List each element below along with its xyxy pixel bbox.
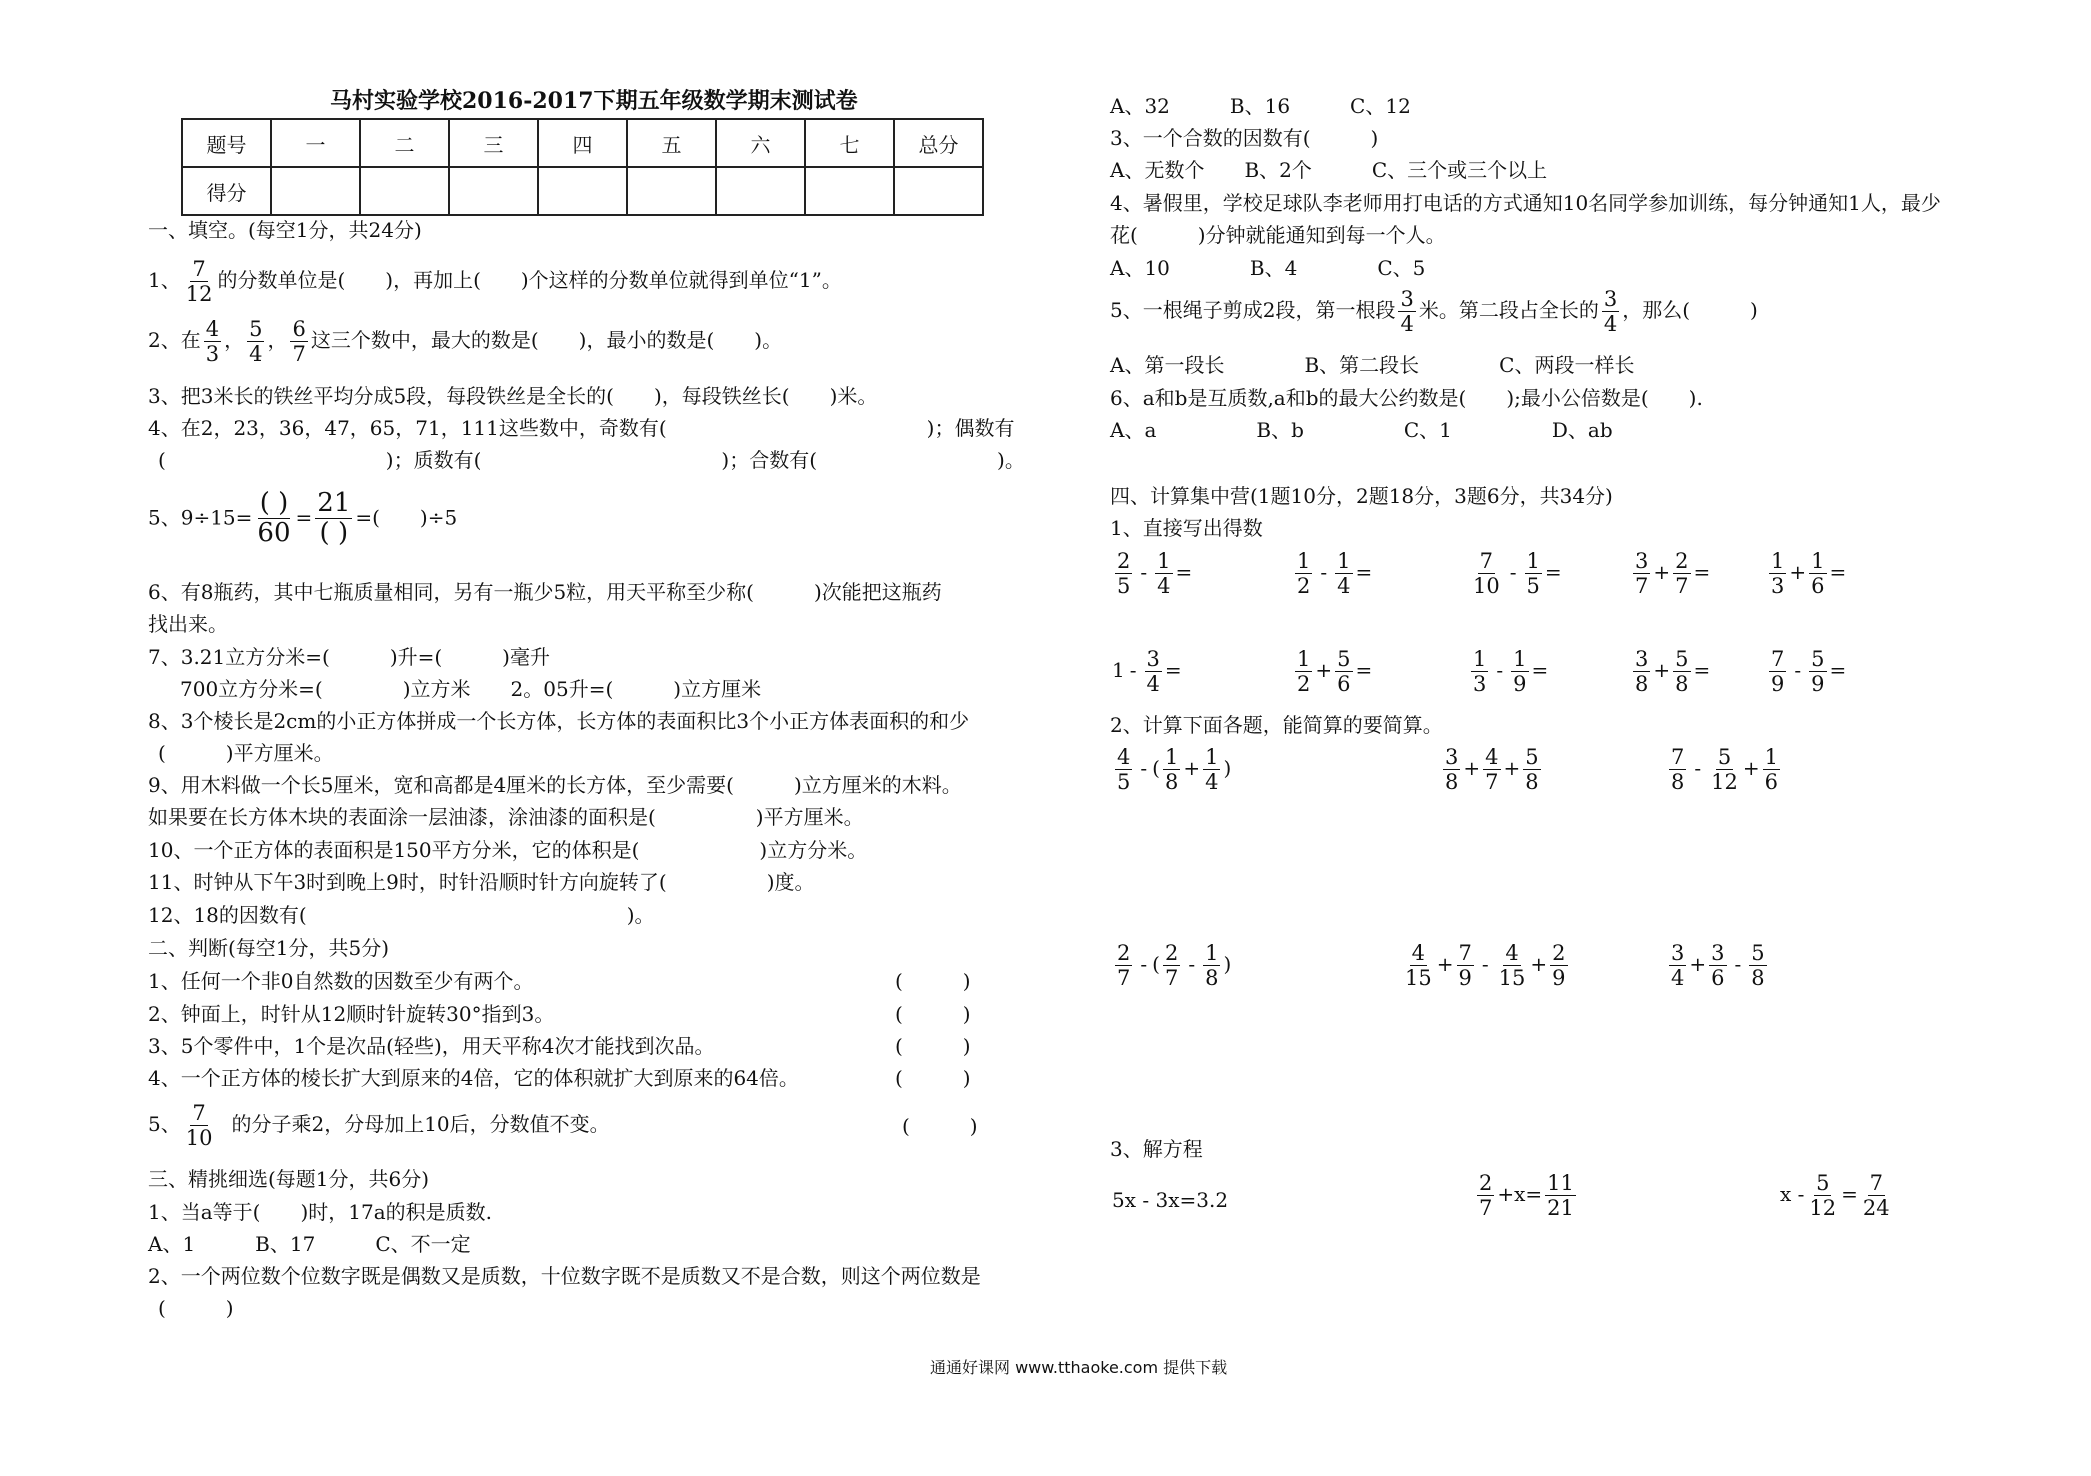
frac-num: 7 <box>1771 647 1785 671</box>
frac-num: 5 <box>1675 647 1689 671</box>
score-table <box>181 118 984 216</box>
calc-item <box>1766 550 1846 597</box>
frac-num: 5 <box>1816 1171 1830 1195</box>
frac-den: 9 <box>1513 672 1527 697</box>
frac-den: 8 <box>1751 966 1765 991</box>
score-input-cell[interactable] <box>716 167 805 215</box>
simplify-item <box>1112 942 1231 989</box>
choice-q2-cont: ( ) <box>158 1296 234 1320</box>
frac-num: 1 <box>1811 549 1825 573</box>
frac-den: 24 <box>1862 1196 1890 1221</box>
choice-q1: 1、当a等于( )时，17a的积是质数. <box>148 1200 492 1224</box>
judge-q3: 3、5个零件中，1个是次品(轻些)，用天平称4次才能找到次品。 <box>148 1034 715 1058</box>
fill-q9: 9、用木料做一个长5厘米，宽和高都是4厘米的长方体，至少需要( )立方厘米的木料。 <box>148 773 962 797</box>
q-label: 5、9÷15= <box>148 505 253 530</box>
frac-den: 12 <box>185 282 213 307</box>
q-text: =( )÷5 <box>355 505 458 530</box>
equals: = <box>1164 658 1182 683</box>
q-text: ，那么( ) <box>1622 298 1758 323</box>
calc-item <box>1630 550 1710 597</box>
fill-q3: 3、把3米长的铁丝平均分成5段，每段铁丝是全长的( )，每段铁丝长( )米。 <box>148 384 878 408</box>
score-cell: 二 <box>360 119 449 167</box>
calc-item <box>1468 648 1548 695</box>
score-cell: 总分 <box>894 119 983 167</box>
score-cell: 六 <box>716 119 805 167</box>
fill-q2 <box>148 318 782 365</box>
judge-answer-5[interactable]: ( ) <box>902 1114 978 1138</box>
frac-den: 3 <box>205 342 220 367</box>
frac-num: 1 <box>1337 549 1351 573</box>
frac-den: 2 <box>1297 574 1311 599</box>
equals: = <box>1841 1182 1858 1207</box>
q-text: 的分数单位是( )，再加上( )个这样的分数单位就得到单位“1”。 <box>217 268 842 293</box>
choice-q6: 6、a和b是互质数,a和b的最大公约数是( );最小公倍数是( ). <box>1110 386 1703 410</box>
operator: - <box>1140 560 1148 585</box>
frac-den: 6 <box>1811 574 1825 599</box>
equation-2 <box>1474 1172 1579 1219</box>
frac-den: 8 <box>1671 770 1685 795</box>
frac-den: 4 <box>1146 672 1160 697</box>
judge-q4: 4、一个正方体的棱长扩大到原来的4倍，它的体积就扩大到原来的64倍。 <box>148 1066 799 1090</box>
frac-num: 3 <box>1445 745 1459 769</box>
frac-den: 5 <box>1117 574 1131 599</box>
number: 1 <box>1112 658 1125 683</box>
frac-num: 1 <box>1205 941 1219 965</box>
frac-den: 4 <box>1157 574 1171 599</box>
frac-den: 15 <box>1498 966 1526 991</box>
frac-num: 5 <box>1717 745 1732 769</box>
calc-item <box>1112 550 1192 597</box>
score-input-cell[interactable] <box>805 167 894 215</box>
operator: - <box>1188 952 1196 977</box>
frac-den: 60 <box>257 518 291 549</box>
equation-1: 5x - 3x=3.2 <box>1112 1188 1229 1212</box>
q-text: 这三个数中，最大的数是( )，最小的数是( )。 <box>310 328 783 353</box>
q-label: 1、 <box>148 268 181 293</box>
operator: - <box>1481 952 1489 977</box>
frac-den: 4 <box>1205 770 1219 795</box>
frac-num: 1 <box>1205 745 1219 769</box>
section2-heading: 二、判断(每空1分，共5分) <box>148 936 390 960</box>
fill-q4: 4、在2，23，36，47，65，71，111这些数中，奇数有( )；偶数有 <box>148 416 1015 440</box>
equation-3 <box>1780 1172 1895 1219</box>
frac-den: 3 <box>1473 672 1487 697</box>
operator: - <box>1140 756 1148 781</box>
frac-num: 4 <box>1411 941 1426 965</box>
frac-den: 6 <box>1764 770 1779 795</box>
frac-num: 7 <box>1458 941 1472 965</box>
frac-num: 4 <box>205 317 220 341</box>
score-header-row <box>182 119 983 167</box>
frac-num: 1 <box>1473 647 1487 671</box>
fill-q7: 7、3.21立方分米=( )升=( )毫升 <box>148 645 550 669</box>
calc-item <box>1468 550 1562 597</box>
choice-q3: 3、一个合数的因数有( ) <box>1110 126 1379 150</box>
frac-den: 4 <box>1337 574 1351 599</box>
exam-title: 马村实验学校2016-2017下期五年级数学期末测试卷 <box>330 88 858 114</box>
frac-den: 12 <box>1711 770 1738 795</box>
score-cell: 五 <box>627 119 716 167</box>
frac-den: 7 <box>292 342 306 367</box>
fill-q5 <box>148 490 457 548</box>
frac-num: 5 <box>1525 745 1539 769</box>
frac-den: 6 <box>1711 966 1725 991</box>
frac-den: 8 <box>1635 672 1649 697</box>
frac-num: 7 <box>192 1101 206 1125</box>
score-cell: 四 <box>538 119 627 167</box>
frac-den: 9 <box>1771 672 1785 697</box>
fill-q10: 10、一个正方体的表面积是150平方分米，它的体积是( )立方分米。 <box>148 838 868 862</box>
simplify-item <box>1400 942 1571 989</box>
fill-q6: 6、有8瓶药，其中七瓶质量相同，另有一瓶少5粒，用天平称至少称( )次能把这瓶药 <box>148 580 942 604</box>
frac-den: 12 <box>1809 1196 1837 1221</box>
judge-q2: 2、钟面上，时针从12顺时针旋转30°指到3。 <box>148 1002 555 1026</box>
frac-den: 21 <box>1547 1196 1574 1221</box>
operator: + <box>1789 560 1807 585</box>
choice-q3-options: A、无数个 B、2个 C、三个或三个以上 <box>1110 158 1548 182</box>
frac-num: 7 <box>1671 745 1685 769</box>
score-cell: 题号 <box>182 119 271 167</box>
operator: - <box>1794 658 1802 683</box>
operator: + <box>1436 952 1454 977</box>
frac-den: 4 <box>1603 312 1618 337</box>
sep: ， <box>224 328 245 353</box>
operator: + <box>1463 756 1481 781</box>
paren: ( <box>1152 756 1160 781</box>
fill-q4-cont: ( )；质数有( )；合数有( )。 <box>158 448 1025 472</box>
simplify-item <box>1112 746 1231 793</box>
fill-q1 <box>148 258 842 305</box>
section3-heading: 三、精挑细选(每题1分，共6分) <box>148 1167 430 1191</box>
frac-den: 7 <box>1675 574 1689 599</box>
q-label: 5、一根绳子剪成2段，第一根段 <box>1110 298 1396 323</box>
frac-num: 3 <box>1635 647 1649 671</box>
frac-num: 3 <box>1635 549 1649 573</box>
q-text: x - <box>1780 1182 1805 1207</box>
frac-den: 8 <box>1675 672 1689 697</box>
judge-q5 <box>148 1102 610 1149</box>
frac-den: 8 <box>1525 770 1539 795</box>
equals: = <box>1355 658 1373 683</box>
frac-den: 6 <box>1337 672 1351 697</box>
choice-q1-options: A、1 B、17 C、不一定 <box>148 1232 471 1256</box>
frac-den: 8 <box>1205 966 1219 991</box>
fill-q6-cont: 找出来。 <box>148 612 228 636</box>
frac-num: 4 <box>1485 745 1499 769</box>
frac-num: 4 <box>1117 745 1131 769</box>
frac-num: 2 <box>1164 941 1179 965</box>
fill-q11: 11、时钟从下午3时到晚上9时，时针沿顺时针方向旋转了( )度。 <box>148 870 815 894</box>
frac-den: 2 <box>1297 672 1311 697</box>
frac-den: 9 <box>1552 966 1566 991</box>
operator: + <box>1689 952 1707 977</box>
section1-heading: 一、填空。(每空1分，共24分) <box>148 218 422 242</box>
frac-den: 10 <box>1473 574 1500 599</box>
section4-heading: 四、计算集中营(1题10分，2题18分，3题6分，共34分) <box>1110 484 1613 508</box>
frac-den: 7 <box>1485 770 1499 795</box>
frac-num: ( ) <box>259 488 289 518</box>
equals: = <box>1693 560 1711 585</box>
frac-num: 5 <box>249 317 263 341</box>
equals: = <box>1829 658 1847 683</box>
frac-num: 2 <box>1117 549 1131 573</box>
calc-item <box>1630 648 1710 695</box>
calc-item <box>1112 648 1182 695</box>
frac-num: 2 <box>1479 1171 1493 1195</box>
score-input-cell[interactable] <box>627 167 716 215</box>
frac-num: 21 <box>317 488 351 518</box>
fill-q8: 8、3个棱长是2cm的小正方体拼成一个长方体，长方体的表面积比3个小正方体表面积的和少 <box>148 709 970 733</box>
frac-den: ( ) <box>319 518 349 549</box>
choice-q2: 2、一个两位数个位数字既是偶数又是质数，十位数字既不是质数又不是合数，则这个两位数是 <box>148 1264 981 1288</box>
choice-q5 <box>1110 288 1758 335</box>
calc-item <box>1766 648 1846 695</box>
choice-q6-options: A、a B、b C、1 D、ab <box>1110 418 1613 442</box>
frac-den: 7 <box>1164 966 1179 991</box>
frac-num: 2 <box>1552 941 1566 965</box>
score-input-cell[interactable] <box>538 167 627 215</box>
calc-sub2: 2、计算下面各题，能简算的要简算。 <box>1110 713 1443 737</box>
frac-num: 5 <box>1811 647 1825 671</box>
frac-den: 4 <box>1671 966 1685 991</box>
frac-den: 8 <box>1445 770 1459 795</box>
simplify-item <box>1666 942 1770 989</box>
frac-num: 2 <box>1675 549 1689 573</box>
judge-answer-2[interactable]: ( ) <box>895 1002 971 1026</box>
calc-item <box>1292 550 1372 597</box>
frac-num: 11 <box>1547 1171 1574 1195</box>
calc-sub1: 1、直接写出得数 <box>1110 516 1263 540</box>
calc-item <box>1292 648 1372 695</box>
paren: ( <box>1152 952 1160 977</box>
q-label: 5、 <box>148 1112 181 1137</box>
q-text: 的分子乘2，分母加上10后，分数值不变。 <box>231 1112 610 1137</box>
operator: + <box>1653 560 1671 585</box>
equals: = <box>1693 658 1711 683</box>
frac-num: 5 <box>1337 647 1351 671</box>
operator: - <box>1496 658 1504 683</box>
operator: - <box>1694 756 1702 781</box>
frac-num: 1 <box>1513 647 1527 671</box>
eq: = <box>295 505 313 530</box>
frac-num: 3 <box>1711 941 1725 965</box>
score-input-cell[interactable] <box>894 167 983 215</box>
frac-den: 8 <box>1164 770 1179 795</box>
frac-num: 1 <box>1526 549 1540 573</box>
frac-den: 4 <box>249 342 263 367</box>
frac-num: 5 <box>1751 941 1765 965</box>
q-label: 2、在 <box>148 328 201 353</box>
judge-answer-4[interactable]: ( ) <box>895 1066 971 1090</box>
frac-num: 6 <box>292 317 306 341</box>
score-input-cell[interactable] <box>449 167 538 215</box>
frac-den: 5 <box>1526 574 1540 599</box>
frac-num: 1 <box>1764 745 1779 769</box>
score-cell: 七 <box>805 119 894 167</box>
frac-num: 2 <box>1117 941 1131 965</box>
operator: - <box>1320 560 1328 585</box>
equals: = <box>1175 560 1193 585</box>
paren: ) <box>1223 952 1232 977</box>
operator: - <box>1509 560 1517 585</box>
choice-q4: 4、暑假里，学校足球队李老师用打电话的方式通知10名同学参加训练，每分钟通知1人，最少 <box>1110 191 1941 215</box>
equals: = <box>1544 560 1562 585</box>
frac-num: 7 <box>1479 549 1494 573</box>
frac-num: 3 <box>1603 287 1618 311</box>
frac-num: 7 <box>192 257 206 281</box>
sep: ， <box>267 328 288 353</box>
equals: = <box>1531 658 1549 683</box>
frac-den: 10 <box>185 1126 213 1151</box>
frac-num: 1 <box>1297 647 1311 671</box>
footer-credit: 通通好课网 www.tthaoke.com 提供下载 <box>930 1358 1228 1377</box>
frac-den: 5 <box>1117 770 1131 795</box>
operator: + <box>1183 756 1201 781</box>
operator: - <box>1140 952 1148 977</box>
q-text: +x= <box>1497 1182 1543 1207</box>
frac-num: 3 <box>1400 287 1414 311</box>
score-input-cell[interactable] <box>360 167 449 215</box>
fill-q7-cont: 700立方分米=( )立方米 2。05升=( )立方厘米 <box>180 677 762 701</box>
frac-num: 3 <box>1671 941 1685 965</box>
frac-num: 1 <box>1297 549 1311 573</box>
frac-den: 7 <box>1117 966 1131 991</box>
calc-sub3: 3、解方程 <box>1110 1137 1203 1161</box>
simplify-item <box>1666 746 1783 793</box>
frac-num: 1 <box>1771 549 1785 573</box>
score-input-cell[interactable] <box>271 167 360 215</box>
frac-den: 7 <box>1635 574 1649 599</box>
frac-num: 3 <box>1146 647 1160 671</box>
fill-q8-cont: ( )平方厘米。 <box>158 741 334 765</box>
frac-den: 3 <box>1771 574 1785 599</box>
operator: + <box>1315 658 1333 683</box>
fill-q9-cont: 如果要在长方体木块的表面涂一层油漆，涂油漆的面积是( )平方厘米。 <box>148 805 864 829</box>
judge-answer-3[interactable]: ( ) <box>895 1034 971 1058</box>
frac-num: 4 <box>1505 941 1519 965</box>
frac-den: 4 <box>1400 312 1414 337</box>
operator: - <box>1734 952 1742 977</box>
paren: ) <box>1223 756 1232 781</box>
score-cell: 一 <box>271 119 360 167</box>
operator: + <box>1653 658 1671 683</box>
fill-q12: 12、18的因数有( )。 <box>148 903 655 927</box>
frac-num: 1 <box>1164 745 1179 769</box>
choice-q4-cont: 花( )分钟就能通知到每一个人。 <box>1110 223 1446 247</box>
judge-q1: 1、任何一个非0自然数的因数至少有两个。 <box>148 969 534 993</box>
choice-q4-options: A、10 B、4 C、5 <box>1110 256 1426 280</box>
frac-den: 9 <box>1458 966 1472 991</box>
choice-q2-options: A、32 B、16 C、12 <box>1110 94 1411 118</box>
operator: - <box>1129 658 1137 683</box>
equals: = <box>1829 560 1847 585</box>
equals: = <box>1355 560 1373 585</box>
operator: + <box>1503 756 1521 781</box>
frac-den: 15 <box>1405 966 1432 991</box>
choice-q5-options: A、第一段长 B、第二段长 C、两段一样长 <box>1110 353 1635 377</box>
score-value-row <box>182 167 983 215</box>
q-text: 米。第二段占全长的 <box>1418 298 1599 323</box>
judge-answer-1[interactable]: ( ) <box>895 969 971 993</box>
frac-num: 1 <box>1157 549 1171 573</box>
frac-den: 9 <box>1811 672 1825 697</box>
score-cell: 得分 <box>182 167 271 215</box>
frac-num: 7 <box>1869 1171 1883 1195</box>
operator: + <box>1530 952 1548 977</box>
score-cell: 三 <box>449 119 538 167</box>
simplify-item <box>1440 746 1544 793</box>
frac-den: 7 <box>1479 1196 1493 1221</box>
operator: + <box>1742 756 1760 781</box>
